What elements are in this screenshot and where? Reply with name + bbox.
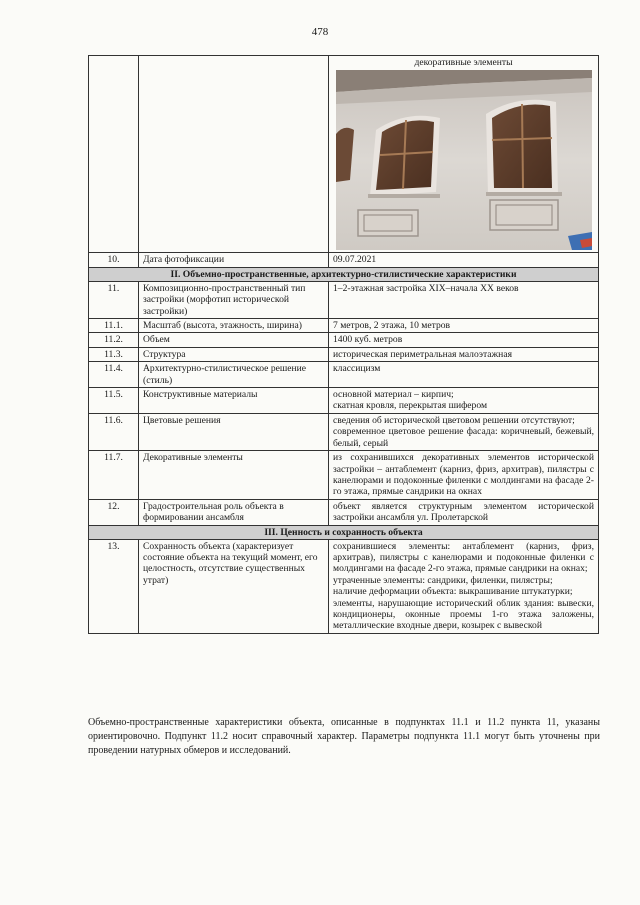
row-label: Архитектурно-стилистическое решение (стиль) xyxy=(139,362,329,388)
row-number xyxy=(89,56,139,253)
row-value: историческая периметральная малоэтажная xyxy=(329,347,599,361)
table-row xyxy=(89,347,599,361)
row-value: сохранившиеся элементы: антаблемент (карниз, фриз, архитрав), пилястры с канелюрами и подоконные филенки с молдингами на фасаде 2-го этажа, прямые сандрики на окнах; утраченные элементы: сандрики, филенки, пилястры; наличие деформации объекта: выкрашивание штукатурки; элементы, нарушающие исторический облик здания: вывески, кондиционеры, оконные проемы 1-го этажа заложены, металлические входные двери, козырек с вывеской xyxy=(329,539,599,633)
row-value: из сохранившихся декоративных элементов исторической застройки – антаблемент (карниз, фриз, архитрав), пилястры с канелюрами и подоконные филенки с молдингами на фасаде 2-го этажа, прямые сандрики на окнах xyxy=(329,451,599,500)
row-label: Композиционно-пространственный тип застройки (морфотип исторической застройки) xyxy=(139,281,329,318)
table-row xyxy=(89,253,599,267)
row-value: основной материал – кирпич; скатная кровля, перекрытая шифером xyxy=(329,388,599,414)
row-label: Цветовые решения xyxy=(139,413,329,450)
section-3-row xyxy=(89,525,599,539)
row-label: Структура xyxy=(139,347,329,361)
row-number: 12. xyxy=(89,499,139,525)
row-number: 11.4. xyxy=(89,362,139,388)
table-row xyxy=(89,413,599,450)
row-number: 13. xyxy=(89,539,139,633)
row-value: 09.07.2021 xyxy=(329,253,599,267)
facade-photo xyxy=(336,70,592,250)
row-number: 11.5. xyxy=(89,388,139,414)
row-value: объект является структурным элементом исторической застройки ансамбля ул. Пролетарской xyxy=(329,499,599,525)
row-label: Декоративные элементы xyxy=(139,451,329,500)
row-label xyxy=(139,56,329,253)
section-2-row xyxy=(89,267,599,281)
table-row xyxy=(89,333,599,347)
row-number: 11.7. xyxy=(89,451,139,500)
table-row xyxy=(89,319,599,333)
row-label: Масштаб (высота, этажность, ширина) xyxy=(139,319,329,333)
row-label: Дата фотофиксации xyxy=(139,253,329,267)
section-heading: II. Объемно-пространственные, архитектурно-стилистические характеристики xyxy=(89,267,599,281)
table-row xyxy=(89,388,599,414)
row-value: 7 метров, 2 этажа, 10 метров xyxy=(329,319,599,333)
table-row xyxy=(89,539,599,633)
section-heading: III. Ценность и сохранность объекта xyxy=(89,525,599,539)
row-value: классицизм xyxy=(329,362,599,388)
row-label: Сохранность объекта (характеризует состояние объекта на текущий момент, его целостность, отсутствие существенных утрат) xyxy=(139,539,329,633)
row-label: Объем xyxy=(139,333,329,347)
row-value: 1–2-этажная застройка XIX–начала XX веков xyxy=(329,281,599,318)
table-row xyxy=(89,362,599,388)
row-label: Градостроительная роль объекта в формировании ансамбля xyxy=(139,499,329,525)
characteristics-table xyxy=(88,55,599,634)
row-number: 11.3. xyxy=(89,347,139,361)
row-value: сведения об исторической цветовом решении отсутствуют; современное цветовое решение фасада: коричневый, бежевый, белый, серый xyxy=(329,413,599,450)
table-row xyxy=(89,499,599,525)
row-value: 1400 куб. метров xyxy=(329,333,599,347)
row-number: 11.2. xyxy=(89,333,139,347)
row-label: Конструктивные материалы xyxy=(139,388,329,414)
table-row xyxy=(89,281,599,318)
footnote: Объемно-пространственные характеристики объекта, описанные в подпунктах 11.1 и 11.2 пункта 11, указаны ориентировочно. Подпункт 11.2 носит справочный характер. Параметры подпункта 11.1 могут быть уточнены при проведении натурных обмеров и исследований. xyxy=(88,717,600,756)
row-number: 11.1. xyxy=(89,319,139,333)
photo-cell xyxy=(329,56,599,253)
photo-caption: декоративные элементы xyxy=(414,57,513,68)
row-number: 10. xyxy=(89,253,139,267)
row-number: 11. xyxy=(89,281,139,318)
page-number: 478 xyxy=(311,26,329,38)
table-row xyxy=(89,451,599,500)
photo-row xyxy=(89,56,599,253)
row-number: 11.6. xyxy=(89,413,139,450)
